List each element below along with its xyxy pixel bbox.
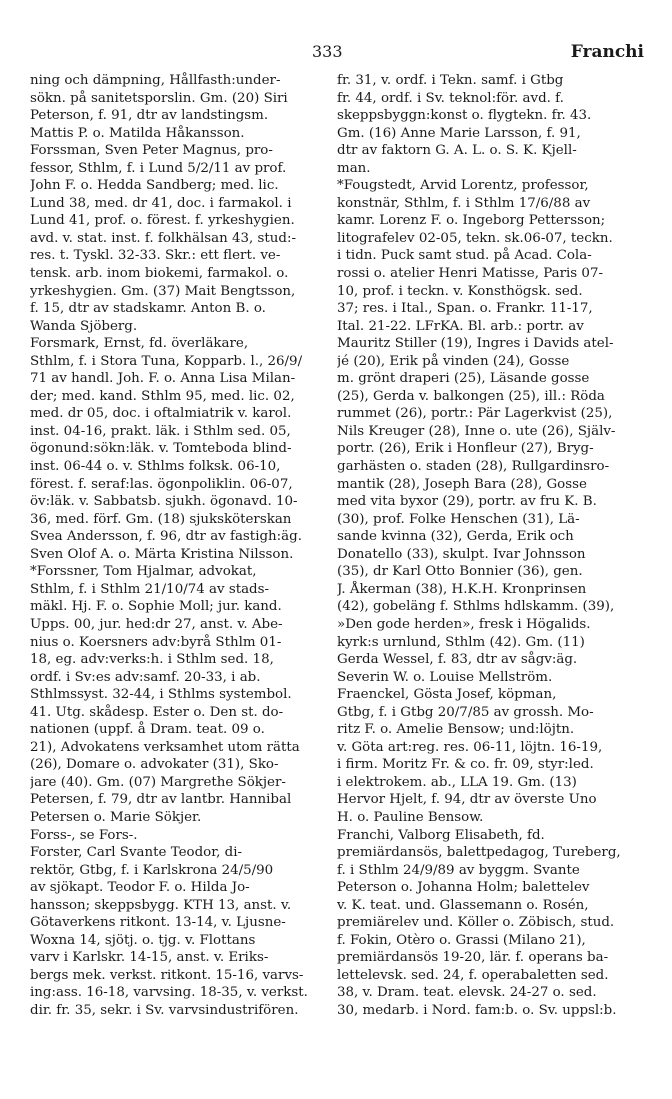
- text-line: Lund 38, med. dr 41, doc. i farmakol. i: [30, 195, 292, 211]
- text-line: inst. 04-16, prakt. läk. i Sthlm sed. 05,: [30, 423, 291, 439]
- running-head: Franchi: [570, 42, 644, 62]
- text-line: lettelevsk. sed. 24, f. operabaletten sed.: [337, 967, 609, 983]
- text-line: 10, prof. i teckn. v. Konsthögsk. sed.: [337, 283, 583, 299]
- text-line: Peterson o. Johanna Holm; balettelev: [337, 880, 590, 896]
- text-line: der; med. kand. Sthlm 95, med. lic. 02,: [30, 388, 295, 404]
- text-line: m. grönt draperi (25), Läsande gosse: [337, 371, 590, 387]
- text-line: Mauritz Stiller (19), Ingres i Davids atel-: [337, 336, 614, 352]
- text-line: sökn. på sanitetsporslin. Gm. (20) Siri: [30, 90, 288, 106]
- page-number: 333: [312, 42, 343, 61]
- text-line: fr. 31, v. ordf. i Tekn. samf. i Gtbg: [337, 73, 564, 88]
- text-line: premiärelev und. Köller o. Zöbisch, stud.: [337, 915, 615, 931]
- text-line: Hervor Hjelt, f. 94, dtr av överste Uno: [337, 792, 597, 808]
- text-line: av sjökapt. Teodor F. o. Hilda Jo-: [30, 880, 250, 896]
- text-line: Forss-, se Fors-.: [30, 827, 138, 843]
- text-line: nius o. Koersners adv:byrå Sthlm 01-: [30, 634, 282, 650]
- text-line: Gm. (16) Anne Marie Larsson, f. 91,: [337, 125, 581, 141]
- text-line: i firm. Moritz Fr. & co. fr. 09, styr:led.: [337, 757, 594, 773]
- text-line: Upps. 00, jur. hed:dr 27, anst. v. Abe-: [30, 616, 283, 632]
- text-line: dtr av faktorn G. A. L. o. S. K. Kjell-: [337, 143, 577, 159]
- text-line: öv:läk. v. Sabbatsb. sjukh. ögonavd. 10-: [30, 494, 298, 510]
- text-line: sande kvinna (32), Gerda, Erik och: [337, 529, 574, 545]
- text-line: (35), dr Karl Otto Bonnier (36), gen.: [337, 564, 583, 580]
- text-line: J. Åkerman (38), H.K.H. Kronprinsen: [337, 581, 587, 597]
- text-line: Wanda Sjöberg.: [30, 318, 138, 334]
- text-line: Svea Andersson, f. 96, dtr av fastigh:äg.: [30, 529, 302, 545]
- text-line: f. i Sthlm 24/9/89 av byggm. Svante: [337, 862, 580, 878]
- text-line: ögonund:sökn:läk. v. Tomteboda blind-: [30, 441, 292, 457]
- text-line: med vita byxor (29), portr. av fru K. B.: [337, 494, 597, 510]
- text-line: rektör, Gtbg, f. i Karlskrona 24/5/90: [30, 862, 274, 878]
- text-line: 37; res. i Ital., Span. o. Frankr. 11-17,: [337, 301, 593, 317]
- text-line: 41. Utg. skådesp. Ester o. Den st. do-: [30, 704, 284, 720]
- text-line: Severin W. o. Louise Mellström.: [337, 669, 553, 685]
- text-line: förest. f. seraf:las. ögonpoliklin. 06-07,: [30, 476, 293, 492]
- text-line: Sven Olof A. o. Märta Kristina Nilsson.: [30, 546, 294, 562]
- text-line: v. K. teat. und. Glassemann o. Rosén,: [337, 897, 589, 913]
- text-line: f. 15, dtr av stadskamr. Anton B. o.: [30, 301, 266, 317]
- text-line: bergs mek. verkst. ritkont. 15-16, varvs-: [30, 967, 304, 983]
- text-line: Donatello (33), skulpt. Ivar Johnsson: [337, 546, 586, 562]
- text-line: *Forssner, Tom Hjalmar, advokat,: [30, 564, 257, 580]
- text-line: Götaverkens ritkont. 13-14, v. Ljusne-: [30, 915, 286, 931]
- text-line: Nils Kreuger (28), Inne o. ute (26), Själv-: [337, 423, 616, 439]
- text-line: man.: [337, 160, 371, 176]
- text-line: Fraenckel, Gösta Josef, köpman,: [337, 687, 557, 703]
- text-line: i tidn. Puck samt stud. på Acad. Cola-: [337, 248, 592, 264]
- text-line: mäkl. Hj. F. o. Sophie Moll; jur. kand.: [30, 599, 282, 615]
- text-line: »Den gode herden», fresk i Högalids.: [337, 616, 591, 632]
- text-line: skeppsbyggn:konst o. flygtekn. fr. 43.: [337, 108, 592, 124]
- text-line: 71 av handl. Joh. F. o. Anna Lisa Milan-: [30, 371, 296, 387]
- text-line: Forssman, Sven Peter Magnus, pro-: [30, 143, 273, 159]
- text-line: John F. o. Hedda Sandberg; med. lic.: [30, 178, 279, 194]
- text-line: H. o. Pauline Bensow.: [337, 809, 484, 825]
- text-line: 30, medarb. i Nord. fam:b. o. Sv. uppsl:b.: [337, 1002, 617, 1018]
- text-line: 21), Advokatens verksamhet utom rätta: [30, 739, 300, 755]
- text-line: i elektrokem. ab., LLA 19. Gm. (13): [337, 774, 577, 790]
- right-column: [337, 72, 648, 1020]
- text-line: Petersen o. Marie Sökjer.: [30, 809, 202, 825]
- text-line: Lund 41, prof. o. förest. f. yrkeshygien.: [30, 213, 295, 229]
- text-line: varv i Karlskr. 14-15, anst. v. Eriks-: [30, 950, 269, 966]
- text-line: 38, v. Dram. teat. elevsk. 24-27 o. sed.: [337, 985, 597, 1001]
- text-line: 36, med. förf. Gm. (18) sjuksköterskan: [30, 511, 292, 527]
- text-line: (25), Gerda v. balkongen (25), ill.: Röda: [337, 388, 605, 404]
- text-line: Sthlm, f. i Sthlm 21/10/74 av stads-: [30, 581, 270, 597]
- text-line: rummet (26), portr.: Pär Lagerkvist (25),: [337, 406, 613, 422]
- text-line: Franchi, Valborg Elisabeth, fd.: [337, 827, 545, 843]
- text-line: kyrk:s urnlund, Sthlm (42). Gm. (11): [337, 634, 585, 650]
- text-line: yrkeshygien. Gm. (37) Mait Bengtsson,: [30, 283, 296, 299]
- text-line: Forster, Carl Svante Teodor, di-: [30, 845, 243, 861]
- text-line: 18, eg. adv:verks:h. i Sthlm sed. 18,: [30, 652, 274, 668]
- text-line: premiärdansös 19-20, lär. f. operans ba-: [337, 950, 609, 966]
- text-line: tensk. arb. inom biokemi, farmakol. o.: [30, 266, 289, 282]
- text-line: premiärdansös, balettpedagog, Tureberg,: [337, 845, 621, 861]
- text-line: nationen (uppf. å Dram. teat. 09 o.: [30, 722, 265, 738]
- text-line: Woxna 14, sjötj. o. tjg. v. Flottans: [30, 932, 256, 948]
- text-line: fr. 44, ordf. i Sv. teknol:för. avd. f.: [337, 90, 564, 106]
- text-line: (30), prof. Folke Henschen (31), Lä-: [337, 511, 580, 527]
- text-line: fessor, Sthlm, f. i Lund 5/2/11 av prof.: [30, 160, 287, 176]
- text-line: Mattis P. o. Matilda Håkansson.: [30, 125, 245, 141]
- text-line: ning och dämpning, Hållfasth:under-: [30, 73, 281, 88]
- text-line: v. Göta art:reg. res. 06-11, löjtn. 16-19,: [337, 739, 603, 755]
- text-line: jare (40). Gm. (07) Margrethe Sökjer-: [30, 774, 286, 790]
- text-line: ritz F. o. Amelie Bensow; und:löjtn.: [337, 722, 575, 738]
- text-line: portr. (26), Erik i Honfleur (27), Bryg-: [337, 441, 594, 457]
- text-line: ing:ass. 16-18, varvsing. 18-35, v. verkst.: [30, 985, 308, 1001]
- text-line: Petersen, f. 79, dtr av lantbr. Hannibal: [30, 792, 292, 808]
- text-line: (26), Domare o. advokater (31), Sko-: [30, 757, 279, 773]
- text-line: (42), gobeläng f. Sthlms hdlskamm. (39),: [337, 599, 615, 615]
- text-line: hansson; skeppsbygg. KTH 13, anst. v.: [30, 897, 292, 913]
- text-line: Forsmark, Ernst, fd. överläkare,: [30, 336, 249, 352]
- text-line: Gerda Wessel, f. 83, dtr av sågv:äg.: [337, 652, 578, 668]
- text-line: Sthlmssyst. 32-44, i Sthlms systembol.: [30, 687, 292, 703]
- text-line: Peterson, f. 91, dtr av landstingsm.: [30, 108, 269, 124]
- text-line: avd. v. stat. inst. f. folkhälsan 43, stud:-: [30, 230, 296, 246]
- text-line: res. t. Tyskl. 32-33. Skr.: ett flert. ve-: [30, 248, 281, 264]
- text-line: jé (20), Erik på vinden (24), Gosse: [337, 353, 570, 369]
- text-line: mantik (28), Joseph Bara (28), Gosse: [337, 476, 587, 492]
- text-line: litografelev 02-05, tekn. sk.06-07, teckn.: [337, 230, 613, 246]
- text-line: Ital. 21-22. LFrKA. Bl. arb.: portr. av: [337, 318, 584, 334]
- text-line: *Fougstedt, Arvid Lorentz, professor,: [337, 178, 589, 194]
- text-line: med. dr 05, doc. i oftalmiatrik v. karol.: [30, 406, 292, 422]
- text-line: rossi o. atelier Henri Matisse, Paris 07-: [337, 266, 603, 282]
- text-line: garhästen o. staden (28), Rullgardinsro-: [337, 459, 610, 475]
- text-line: dir. fr. 35, sekr. i Sv. varvsindustrifören.: [30, 1002, 299, 1018]
- left-column: [30, 72, 320, 1020]
- text-line: ordf. i Sv:es adv:samf. 20-33, i ab.: [30, 669, 261, 685]
- text-line: Gtbg, f. i Gtbg 20/7/85 av grossh. Mo-: [337, 704, 594, 720]
- text-line: Sthlm, f. i Stora Tuna, Kopparb. l., 26/9/: [30, 353, 303, 369]
- text-line: inst. 06-44 o. v. Sthlms folksk. 06-10,: [30, 459, 281, 475]
- text-line: kamr. Lorenz F. o. Ingeborg Pettersson;: [337, 213, 606, 229]
- text-line: konstnär, Sthlm, f. i Sthlm 17/6/88 av: [337, 195, 591, 211]
- text-line: f. Fokin, Otèro o. Grassi (Milano 21),: [337, 932, 586, 948]
